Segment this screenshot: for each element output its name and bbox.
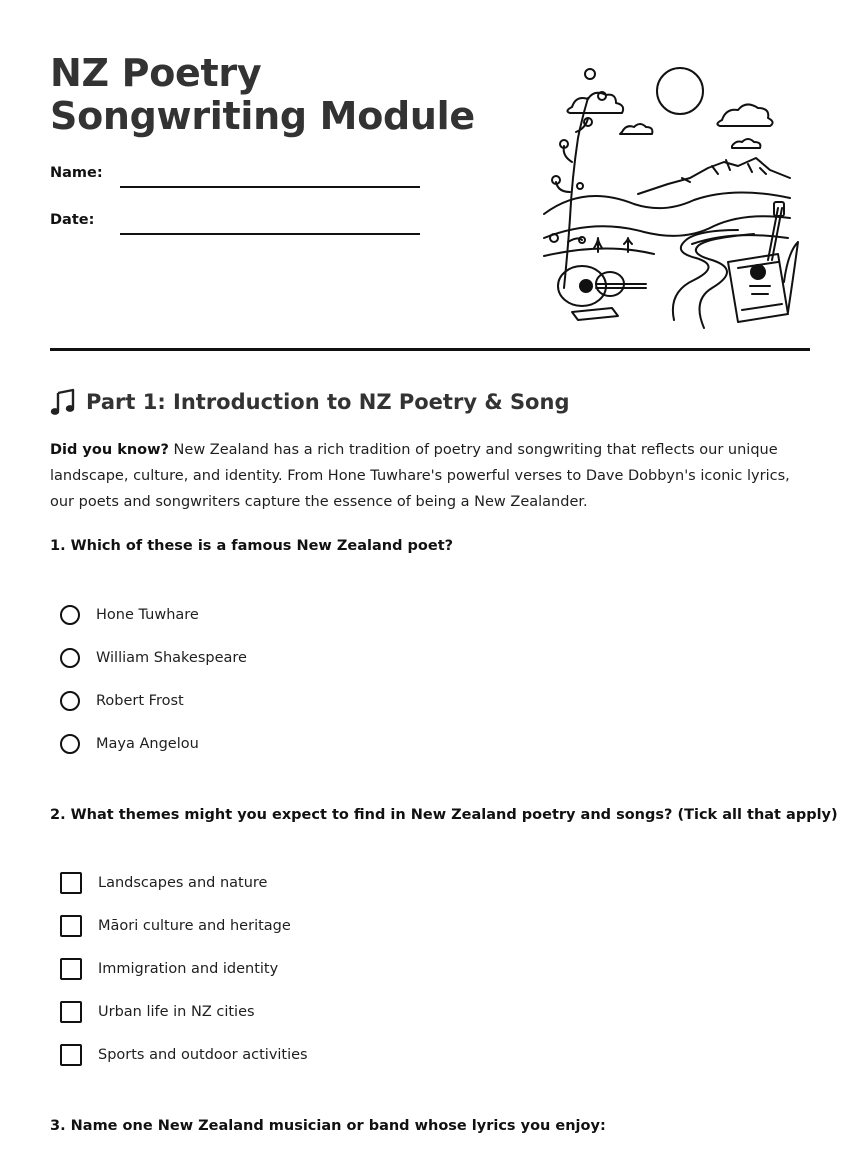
- q2-option-1[interactable]: [60, 871, 267, 895]
- q1-option-3[interactable]: [60, 689, 184, 713]
- intro-paragraph: [50, 437, 810, 515]
- checkbox[interactable]: [60, 915, 82, 937]
- q1-option-4[interactable]: [60, 732, 199, 756]
- header-divider: [50, 348, 810, 351]
- question-1: 1. Which of these is a famous New Zealand poet?: [50, 538, 454, 554]
- checkbox[interactable]: [60, 958, 82, 980]
- page-title: NZ Poetry Songwriting Module: [50, 51, 475, 138]
- name-field[interactable]: [50, 165, 430, 195]
- date-label: Date:: [50, 212, 95, 228]
- option-label: Māori culture and heritage: [98, 918, 291, 934]
- option-label: Immigration and identity: [98, 961, 279, 977]
- option-label: Maya Angelou: [96, 736, 199, 752]
- radio-button[interactable]: [60, 605, 80, 625]
- radio-button[interactable]: [60, 648, 80, 668]
- option-label: Landscapes and nature: [98, 875, 268, 891]
- date-input-line[interactable]: [120, 233, 420, 235]
- q2-option-4[interactable]: [60, 1000, 255, 1024]
- part1-heading: [50, 388, 569, 416]
- q1-option-2[interactable]: [60, 646, 247, 670]
- nz-landscape-guitar-illustration: [542, 62, 810, 330]
- option-label: Robert Frost: [96, 693, 184, 709]
- intro-text: New Zealand has a rich tradition of poetry and songwriting that reflects our unique landscape, culture, and identity. From Hone Tuwhare's powerful verses to Dave Dobbyn's iconic lyrics, our poets and songwriters capture the essence of being a New Zealander.: [50, 442, 790, 510]
- checkbox[interactable]: [60, 1044, 82, 1066]
- option-label: William Shakespeare: [96, 650, 247, 666]
- q2-option-3[interactable]: [60, 957, 278, 981]
- radio-button[interactable]: [60, 691, 80, 711]
- checkbox[interactable]: [60, 872, 82, 894]
- intro-lead: Did you know?: [50, 442, 169, 458]
- question-3: 3. Name one New Zealand musician or band whose lyrics you enjoy:: [50, 1118, 606, 1134]
- part1-heading-text: Part 1: Introduction to NZ Poetry & Song: [86, 390, 570, 414]
- radio-button[interactable]: [60, 734, 80, 754]
- option-label: Sports and outdoor activities: [98, 1047, 308, 1063]
- q1-option-1[interactable]: [60, 603, 199, 627]
- option-label: Urban life in NZ cities: [98, 1004, 255, 1020]
- name-input-line[interactable]: [120, 186, 420, 188]
- q2-option-5[interactable]: [60, 1043, 308, 1067]
- checkbox[interactable]: [60, 1001, 82, 1023]
- option-label: Hone Tuwhare: [96, 607, 199, 623]
- question-2: 2. What themes might you expect to find in New Zealand poetry and songs? (Tick all that apply): [50, 807, 838, 823]
- date-field[interactable]: [50, 212, 430, 242]
- music-note-icon: [50, 388, 76, 416]
- worksheet-page: [50, 0, 838, 1161]
- name-label: Name:: [50, 165, 103, 181]
- q2-option-2[interactable]: [60, 914, 291, 938]
